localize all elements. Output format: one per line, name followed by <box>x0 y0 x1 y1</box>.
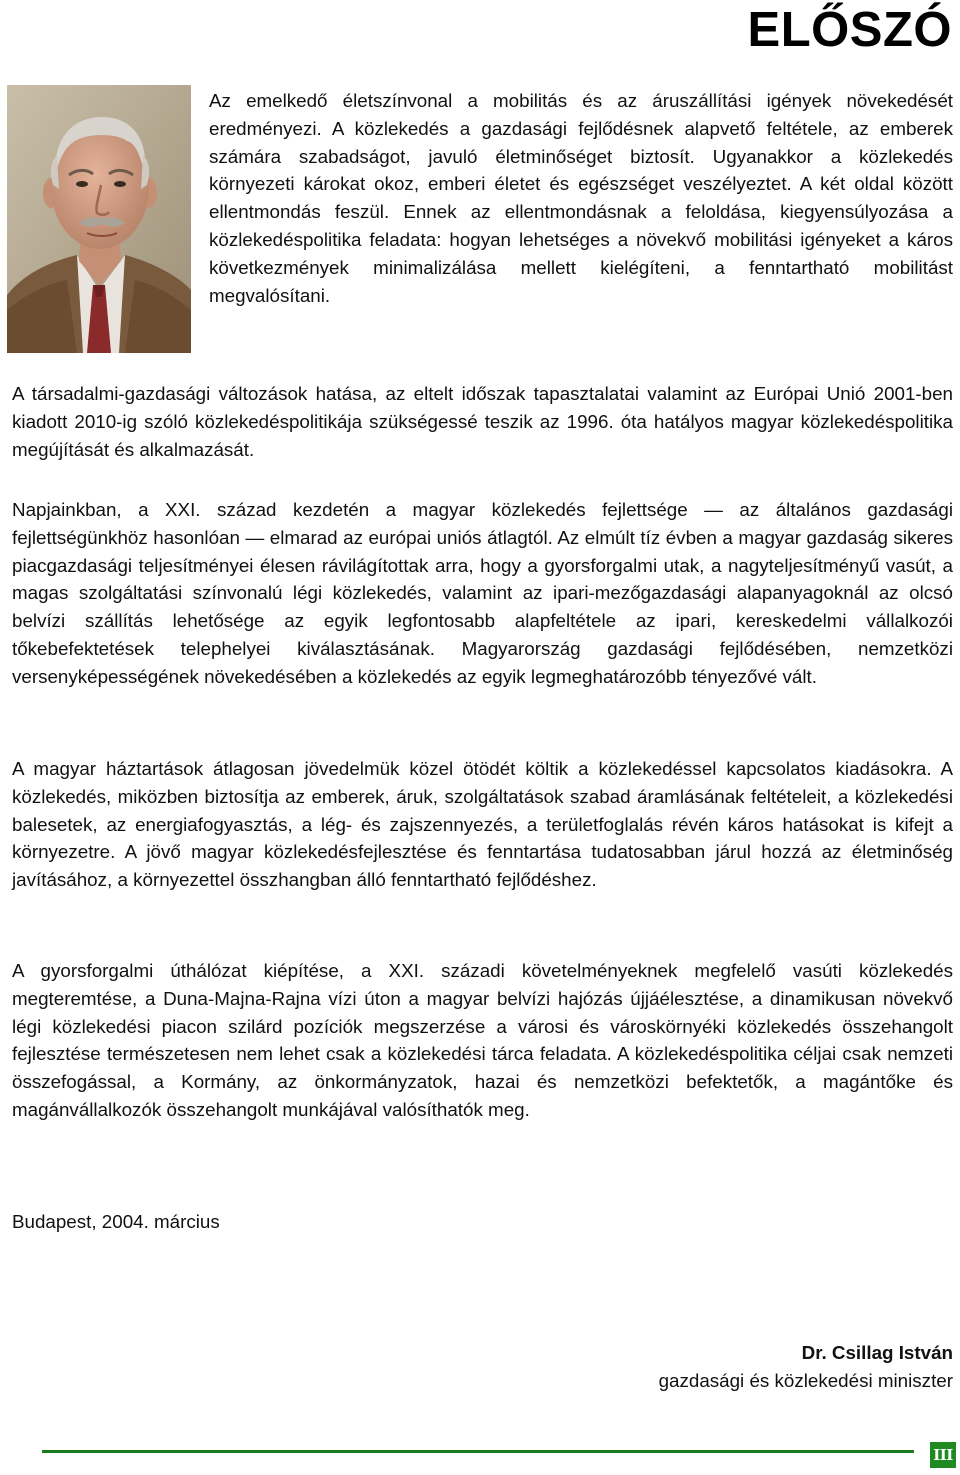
dateline: Budapest, 2004. március <box>12 1211 220 1232</box>
intro-paragraph: Az emelkedő életszínvonal a mobilitás és az áruszállítási igények növekedését eredményezi. A közlekedés a gazdasági fejlődésnek alapvető feltétele, az emberek számára szabadságot, javuló életminőséget biztosít. Ugyanakkor a közlekedés környezeti károkat okoz, emberi életet és egészséget veszélyeztet. A két oldal között ellentmondás feszül. Ennek az ellentmondásnak a feloldása, kiegyensúlyozása a közlekedéspolitika feladata: hogyan lehetséges a növekvő mobilitási igényeket a káros következmények minimalizálása mellett kielégíteni, a fenntartható mobilitást megvalósítani. <box>209 90 953 306</box>
signature-block <box>659 1339 953 1395</box>
page-title: ELŐSZÓ <box>747 3 952 57</box>
body-paragraph-4: A magyar háztartások átlagosan jövedelmük közel ötödét költik a közlekedéssel kapcsolatos kiadásokra. A közlekedés, miközben biztosítja az emberek, áruk, szolgáltatások szabad áramlásának feltételeit, a közlekedési balesetek, az energiafogyasztás, a lég- és zajszennyezés, a területfoglalás révén káros hatásokat is kifejt a környezetre. A jövő magyar közlekedésfejlesztése és fenntartása tudatosabban járul hozzá az életminőség javításához, a környezettel összhangban álló fenntartható fejlődéshez. <box>12 758 953 891</box>
signer-name: Dr. Csillag István <box>801 1342 953 1363</box>
body-paragraph-5: A gyorsforgalmi úthálózat kiépítése, a XXI. századi követelményeknek megfelelő vasúti közlekedés megteremtése, a Duna-Majna-Rajna vízi úton a magyar belvízi hajózás újjáélesztése, a dinamikusan növekvő légi közlekedési piacon szilárd pozíciók megszerzése a városi és városkörnyéki közlekedés összehangolt fejlesztése természetesen nem lehet csak a közlekedési tárca feladata. A közlekedéspolitika céljai csak nemzeti összefogással, a Kormány, az önkormányzatok, hazai és nemzetközi befektetők, a magántőke és magánvállalkozók összehangolt munkájával valósíthatók meg. <box>12 960 953 1120</box>
body-paragraph-3: Napjainkban, a XXI. század kezdetén a magyar közlekedés fejlettsége — az általános gazdasági fejlettségünkhöz hasonlóan — elmarad az európai uniós átlagtól. Az elmúlt tíz évben a magyar gazdaság sikeres piacgazdasági teljesítményei élesen rávilágítottak arra, hogy a gyorsforgalmi utak, a nagyteljesítményű vasút, a magas szolgáltatási színvonalú légi közlekedés, valamint az ipari-mezőgazdasági alapanyagoknál az olcsó belvízi szállítás lehetősége az egyik legfontosabb alapfeltétele az ipari, kereskedelmi vállalkozói tőkebefektetések telephelyei kiválasztásának. Magyarország gazdasági fejlődésében, nemzetközi versenyképességének növekedésében a közlekedés az egyik legmeghatározóbb tényezővé vált. <box>12 499 953 687</box>
body-paragraph-2: A társadalmi-gazdasági változások hatása, az eltelt időszak tapasztalatai valamint az Európai Unió 2001-ben kiadott 2010-ig szóló közlekedéspolitikája szükségessé teszik az 1996. óta hatályos magyar közlekedéspolitika megújítását és alkalmazását. <box>12 383 953 460</box>
footer-divider <box>42 1450 914 1453</box>
page-number-badge: III <box>930 1442 956 1468</box>
signer-title: gazdasági és közlekedési miniszter <box>658 1369 953 1391</box>
author-portrait <box>7 85 191 353</box>
